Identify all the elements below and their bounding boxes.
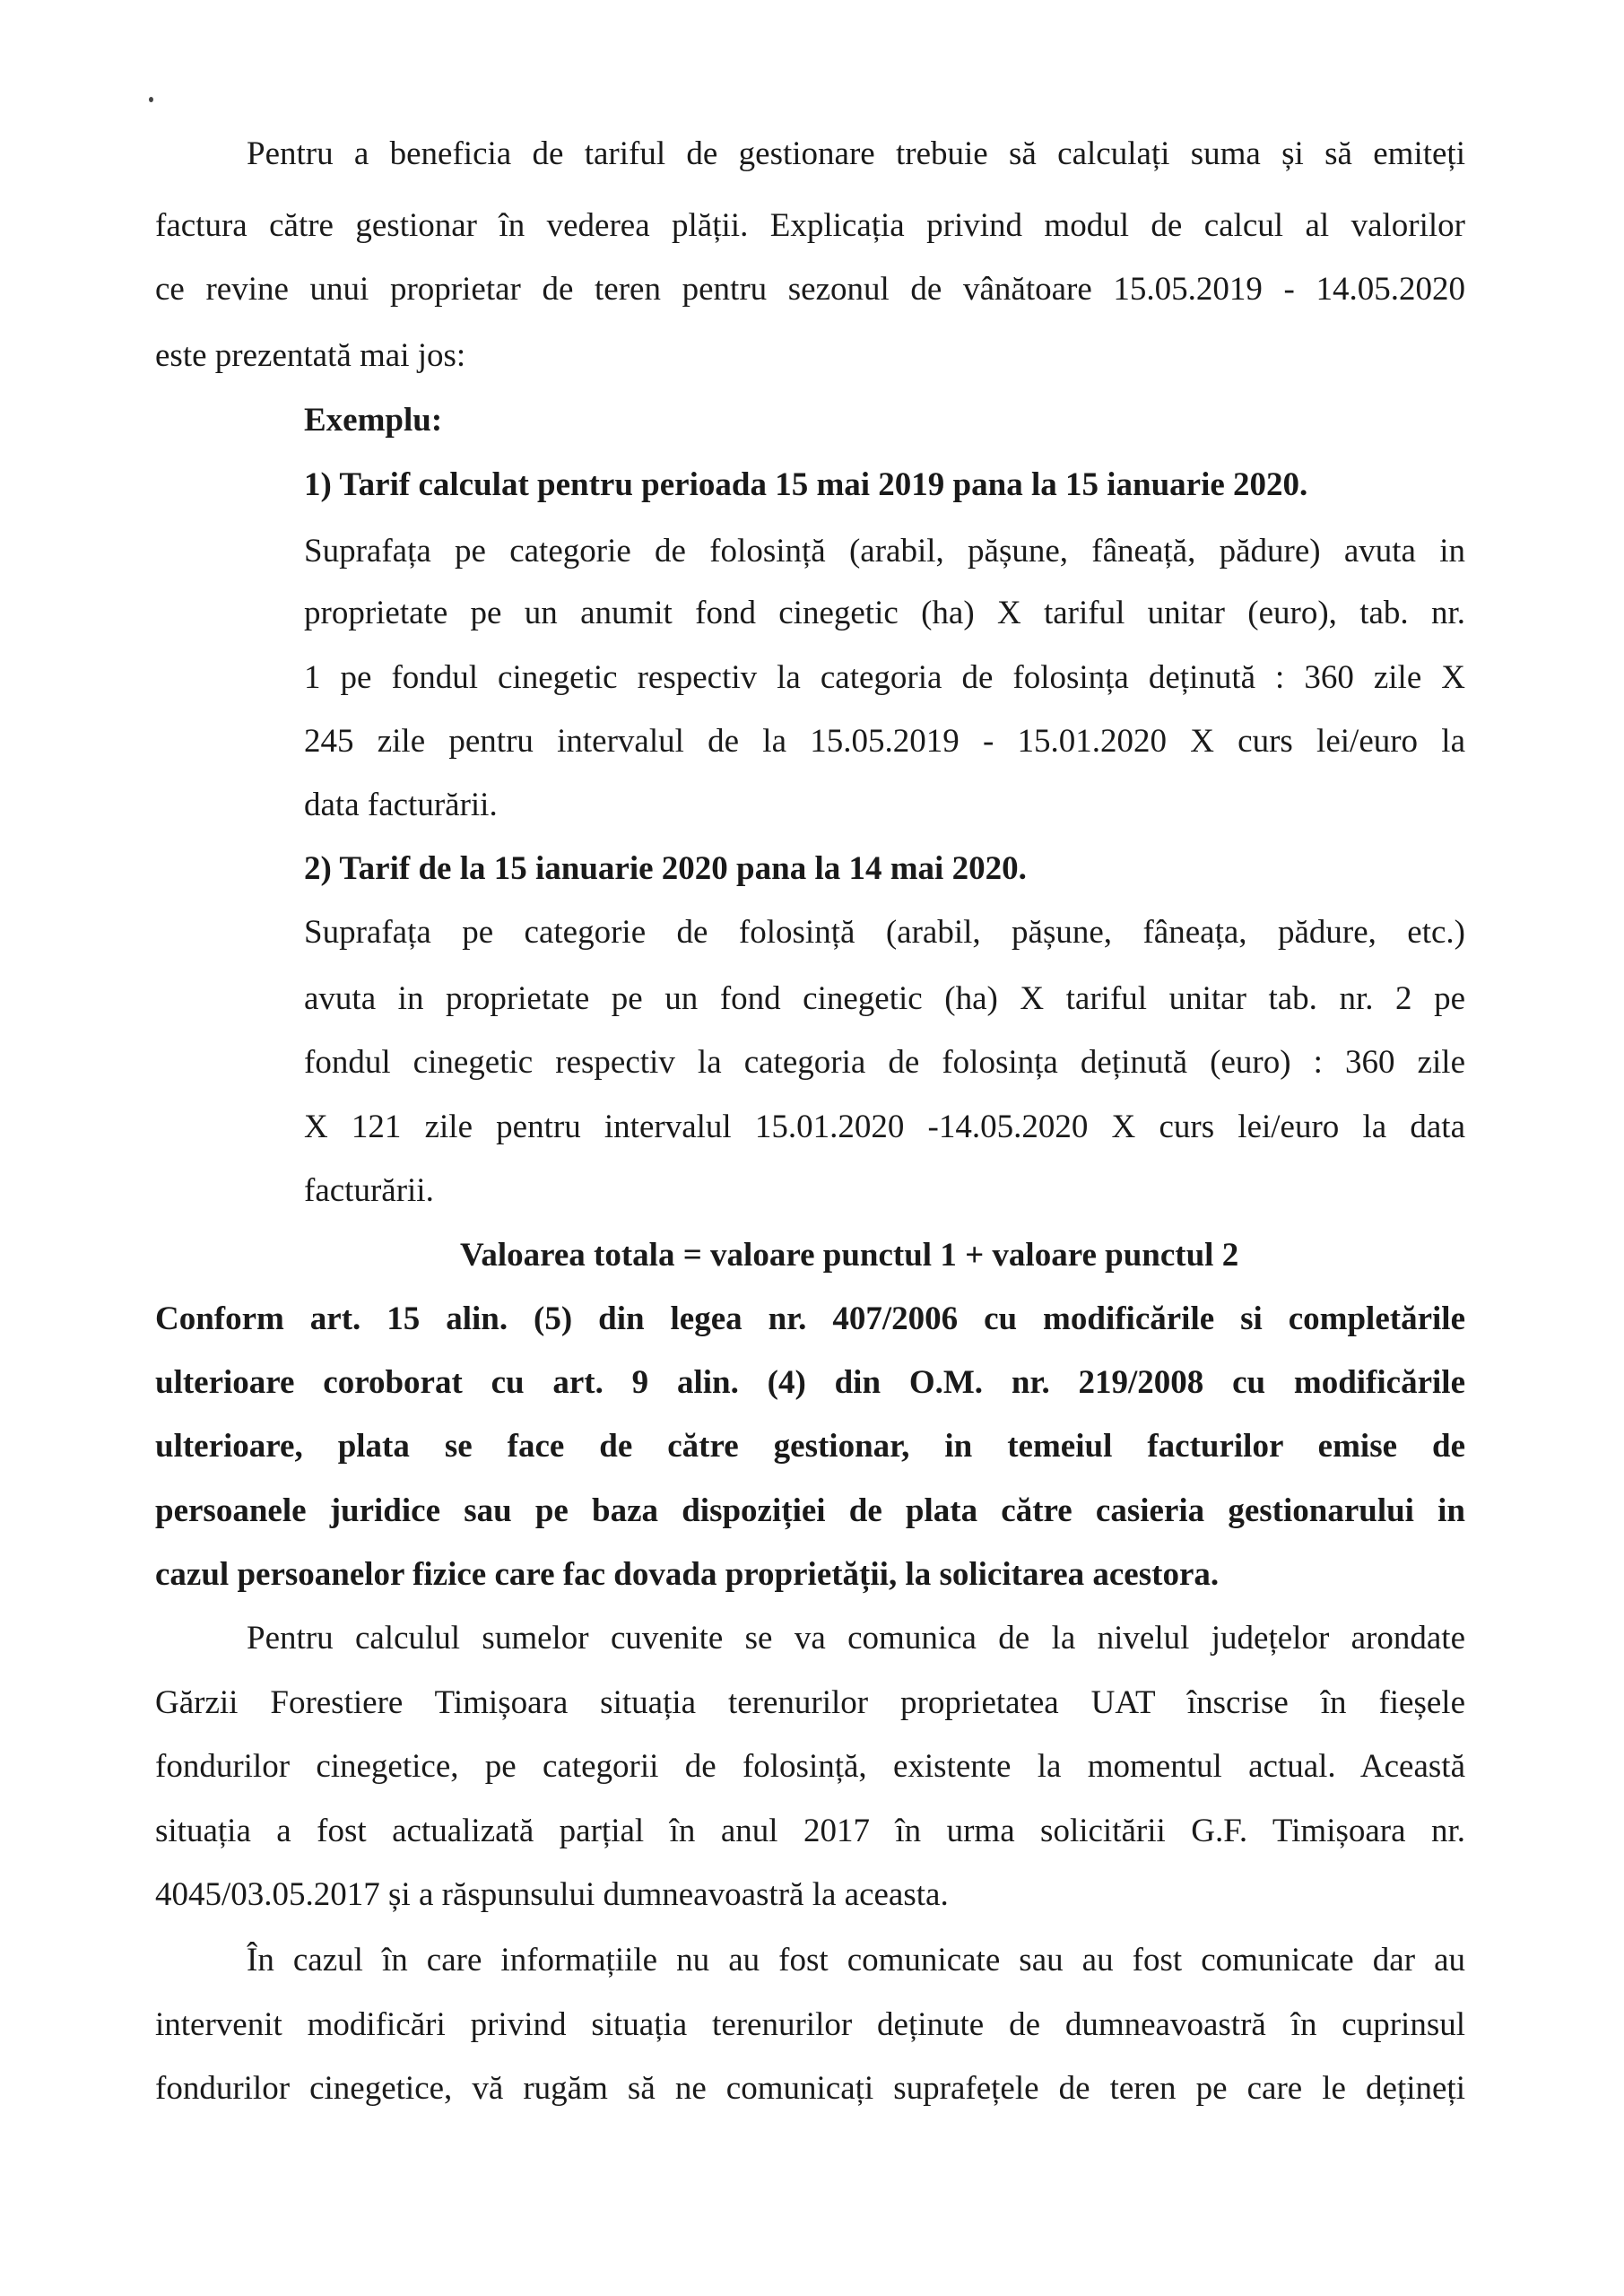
item2-line: avuta in proprietate pe un fond cinegetic (ha) X tariful unitar tab. nr. 2 pe	[304, 980, 1465, 1017]
legal-line: persoanele juridice sau pe baza dispoziției de plata către casieria gestionarului in	[155, 1492, 1465, 1529]
item1-line: 245 zile pentru intervalul de la 15.05.2019 - 15.01.2020 X curs lei/euro la	[304, 723, 1465, 760]
example-heading: Exemplu:	[304, 402, 443, 439]
item1-line: Suprafața pe categorie de folosință (arabil, pășune, fâneață, pădure) avuta in	[304, 533, 1465, 570]
paragraph-line: fondurilor cinegetice, vă rugăm să ne comunicați suprafețele de teren pe care le dețineți	[155, 2070, 1465, 2107]
paragraph-line: În cazul în care informațiile nu au fost comunicate sau au fost comunicate dar au	[247, 1942, 1465, 1979]
item1-line: data facturării.	[304, 787, 498, 823]
item2-line: facturării.	[304, 1172, 434, 1209]
legal-line: cazul persoanelor fizice care fac dovada proprietății, la solicitarea acestora.	[155, 1556, 1220, 1593]
item2-line: Suprafața pe categorie de folosință (arabil, pășune, fâneața, pădure, etc.)	[304, 914, 1465, 951]
intro-line: ce revine unui proprietar de teren pentru sezonul de vânătoare 15.05.2019 - 14.05.2020	[155, 271, 1465, 308]
intro-line: Pentru a beneficia de tariful de gestionare trebuie să calculați suma și să emiteți	[247, 135, 1465, 172]
item2-line: fondul cinegetic respectiv la categoria de folosința deținută (euro) : 360 zile	[304, 1044, 1465, 1081]
paragraph-line: Pentru calculul sumelor cuvenite se va comunica de la nivelul județelor arondate	[247, 1620, 1465, 1657]
legal-line: Conform art. 15 alin. (5) din legea nr. 407/2006 cu modificările si completările	[155, 1300, 1465, 1337]
paragraph-line: situația a fost actualizată parțial în anul 2017 în urma solicitării G.F. Timișoara nr.	[155, 1813, 1465, 1849]
item2-title: 2) Tarif de la 15 ianuarie 2020 pana la 14 mai 2020.	[304, 850, 1027, 887]
paragraph-line: fondurilor cinegetice, pe categorii de folosință, existente la momentul actual. Această	[155, 1748, 1465, 1785]
paragraph-line: intervenit modificări privind situația terenurilor deținute de dumneavoastră în cuprinsul	[155, 2006, 1465, 2043]
legal-line: ulterioare coroborat cu art. 9 alin. (4) din O.M. nr. 219/2008 cu modificările	[155, 1364, 1465, 1401]
paragraph-line: Gărzii Forestiere Timișoara situația terenurilor proprietatea UAT înscrise în fieșele	[155, 1684, 1465, 1721]
item2-line: X 121 zile pentru intervalul 15.01.2020 -14.05.2020 X curs lei/euro la data	[304, 1109, 1465, 1145]
item1-line: 1 pe fondul cinegetic respectiv la categoria de folosința deținută : 360 zile X	[304, 659, 1465, 696]
legal-line: ulterioare, plata se face de către gestionar, in temeiul facturilor emise de	[155, 1428, 1465, 1465]
paragraph-line: 4045/03.05.2017 și a răspunsului dumneavoastră la aceasta.	[155, 1876, 949, 1913]
item1-title: 1) Tarif calculat pentru perioada 15 mai 2019 pana la 15 ianuarie 2020.	[304, 466, 1308, 503]
total-formula: Valoarea totala = valoare punctul 1 + valoare punctul 2	[460, 1237, 1239, 1274]
scan-mark	[149, 97, 153, 102]
intro-line: factura către gestionar în vederea plății. Explicația privind modul de calcul al valorilor	[155, 207, 1465, 244]
intro-line: este prezentată mai jos:	[155, 337, 466, 374]
item1-line: proprietate pe un anumit fond cinegetic (ha) X tariful unitar (euro), tab. nr.	[304, 595, 1465, 631]
